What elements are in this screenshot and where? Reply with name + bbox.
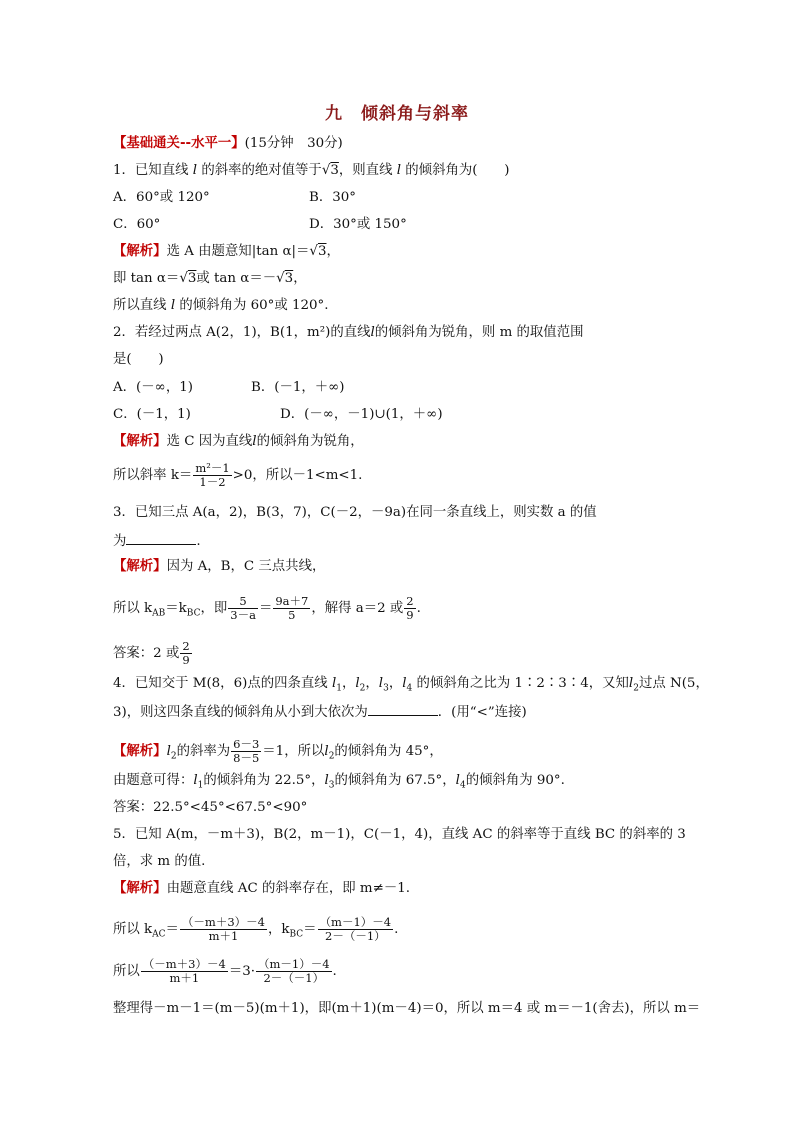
fraction [228,595,258,622]
fraction [180,916,267,943]
text: 的倾斜角为 45°， [334,744,443,759]
subscript: AC [152,929,166,940]
radicand: 3 [187,271,197,286]
var-l1: l [193,773,198,788]
text: 4．已知交于 M(8，6)点的四条直线 [113,676,328,691]
q1-option-c: C．60° [113,217,161,232]
radicand: 3 [284,271,294,286]
sqrt-symbol: √ [179,271,188,286]
text: 为 [113,534,127,549]
text: . [416,601,421,616]
q4-stem: 4．已知交于 M(8，6)点的四条直线 $l_1$，$l_2$，$l_3$，$l_4$ 的倾斜角之比为 1∶2∶3∶4，又知$l_2$过点 N(5， [113,676,709,694]
analysis-tag: 【解析】 [113,559,167,574]
text: ＝k [165,601,187,616]
q1-analysis-3 [113,298,329,314]
q5-analysis-3 [113,958,337,985]
q5-stem: 5．已知 A(m，－m＋3)，B(2，m－1)，C(－1，4)，直线 AC 的斜率等于直线 BC 的斜率的 3 [113,827,686,842]
text: ＝ [303,922,317,937]
numerator: m²－1 [195,461,230,475]
q5-analysis-4: 整理得－m－1＝(m－5)(m＋1)，即(m＋1)(m－4)＝0，所以 m＝4 或 m＝－1(舍去)，所以 m＝ [113,1001,701,1016]
section-header [113,136,343,152]
text: 所以直线 [113,298,167,313]
subscript: 2 [633,683,639,694]
comma: ， [326,244,340,259]
numerator: 5 [228,595,258,609]
numerator: （m－1）－4 [258,957,330,971]
analysis-tag: 【解析】 [113,434,167,449]
text: 所以斜率 k＝ [113,468,193,483]
var-l2: l [628,676,634,691]
text: 或 tan α＝－ [196,271,277,286]
var-l1: l [331,676,337,691]
text: 选 A 由题意知|tan α|＝ [166,244,310,259]
fraction [193,462,231,489]
subscript: 4 [406,683,413,694]
denominator: 9 [182,653,190,667]
text: 3)，则这四条直线的倾斜角从小到大依次为 [113,705,368,720]
text: 因为 A，B，C 三点共线， [166,559,326,574]
q3-answer [113,640,193,667]
q1-option-d: D．30°或 150° [309,217,407,232]
q1-stem [113,163,509,179]
denominator: 2－（－1） [325,929,386,943]
var-l2: l [355,676,360,691]
var-l2: l [166,744,171,759]
subscript: 3 [328,780,335,791]
q2-analysis-2 [113,462,362,489]
q5-stem-2: 倍，求 m 的值. [113,854,206,869]
text: 的倾斜角为锐角，则 m 的取值范围 [374,325,584,340]
q2-option-b: B．(－1，＋∞) [251,380,345,395]
section-tag: 【基础通关--水平一】 [113,136,245,151]
text: 所以 k [113,601,153,616]
text: ， [293,271,307,286]
q2-analysis-1 [113,434,364,450]
fraction [404,595,415,622]
q3-stem-2 [113,532,201,550]
subscript: 1 [336,683,342,694]
text: ，则直线 [338,163,393,178]
analysis-tag: 【解析】 [113,881,167,896]
radicand: 3 [317,244,327,259]
q2-option-d: D．(－∞，－1)∪(1，＋∞) [280,407,443,422]
fraction [231,738,261,765]
q1-option-a: A．60°或 120° [113,190,210,205]
subscript: 1 [197,780,204,791]
text: 的斜率为 [176,744,231,759]
fraction [273,595,310,622]
denominator: 1－2 [199,475,226,489]
numerator: 2 [406,594,414,608]
denominator: 5 [288,608,296,622]
var-l4: l [455,773,460,788]
fraction [318,916,394,943]
text: 的倾斜角为 22.5°， [203,773,325,788]
q4-analysis-1 [113,738,443,765]
q5-analysis-2 [113,916,398,943]
var-l3: l [378,676,384,691]
text: 由题意直线 AC 的斜率存在，即 m≠－1. [166,881,411,896]
subscript: 2 [170,751,177,762]
text: 的倾斜角为 90°. [465,773,565,788]
text: 即 tan α＝ [113,271,180,286]
text: 所以 [113,964,140,979]
text: 的倾斜角为( ) [405,163,510,178]
text: . [394,922,399,937]
var-l3: l [324,773,329,788]
var-l: l [252,434,257,449]
q2-option-a: A．(－∞，1) [113,380,193,395]
text: ，k [267,922,290,937]
q2-stem [113,325,583,341]
numerator: 2 [182,639,190,653]
subscript: 2 [328,751,335,762]
subscript: AB [152,608,166,619]
subscript: BC [289,929,304,940]
q1-analysis-2 [113,271,307,287]
text: . [196,534,201,549]
denominator: 9 [406,608,414,622]
text: ．(用“<”连接) [437,705,527,720]
fraction [141,958,228,985]
q3-analysis-1 [113,559,325,575]
answer-blank [126,532,196,545]
numerator: （－m＋3）－4 [181,915,265,929]
text: 2．若经过两点 A(2，1)，B(1，m²)的直线 [113,325,371,340]
q1-analysis-1 [113,244,340,260]
text: 的倾斜角为 67.5°， [334,773,456,788]
analysis-tag: 【解析】 [113,744,167,759]
denominator: 3－a [230,608,256,622]
text: ＝ [165,922,179,937]
text: ，即 [200,601,228,616]
page-title: 九 倾斜角与斜率 [325,104,469,124]
text: 的倾斜角为锐角， [256,434,364,449]
text: 答案：2 或 [113,646,180,661]
q5-analysis-1 [113,881,410,897]
denominator: 2－（－1） [263,971,325,985]
var-l: l [370,325,375,340]
subscript: 4 [459,780,466,791]
section-meta: (15分钟 30分) [244,136,343,151]
text: ＝3· [228,964,255,979]
fraction [180,640,191,667]
var-l4: l [402,676,407,691]
text: 的倾斜角之比为 1∶2∶3∶4，又知 [416,676,629,691]
q1-option-b: B．30° [309,190,356,205]
answer-blank [368,703,438,716]
text: 的斜率的绝对值等于 [201,163,322,178]
q3-stem: 3．已知三点 A(a，2)，B(3，7)，C(－2，－9a)在同一条直线上，则实数 a 的值 [113,505,597,520]
numerator: （－m＋3）－4 [142,957,226,971]
sqrt-symbol: √ [309,244,318,259]
q3-analysis-2 [113,595,421,622]
radicand: 3 [330,163,339,178]
subscript: 2 [359,683,366,694]
q2-stem-2: 是( ) [113,352,164,367]
text: 由题意可得： [113,773,194,788]
text: 所以 k [113,922,153,937]
q2-option-c: C．(－1，1) [113,407,191,422]
var-l2: l [324,744,329,759]
text: 的倾斜角为 60°或 120°. [179,298,329,313]
text: >0，所以－1<m<1. [232,468,363,483]
subscript: 3 [383,683,389,694]
analysis-tag: 【解析】 [113,244,167,259]
text: 1．已知直线 [113,163,189,178]
var-l: l [192,163,198,178]
denominator: m＋1 [208,929,239,943]
denominator: m＋1 [169,971,200,985]
sqrt-symbol: √ [276,271,285,286]
subscript: BC [186,608,201,619]
numerator: （m－1）－4 [319,915,392,929]
denominator: 8－5 [233,751,260,765]
text: ，解得 a＝2 或 [311,601,404,616]
text: ＝ [258,601,273,616]
fraction [256,958,332,985]
text: ＝1，所以 [262,744,325,759]
var-l: l [396,163,402,178]
numerator: 9a＋7 [275,594,309,608]
var-l: l [170,298,176,313]
text: . [332,964,337,979]
q4-answer: 答案：22.5°<45°<67.5°<90° [113,800,308,815]
text: 过点 N(5， [638,676,709,691]
q4-analysis-2 [113,773,565,794]
q4-stem-2 [113,703,527,721]
text: 选 C 因为直线 [166,434,253,449]
numerator: 6－3 [233,737,260,751]
sqrt-symbol: √ [321,163,331,178]
